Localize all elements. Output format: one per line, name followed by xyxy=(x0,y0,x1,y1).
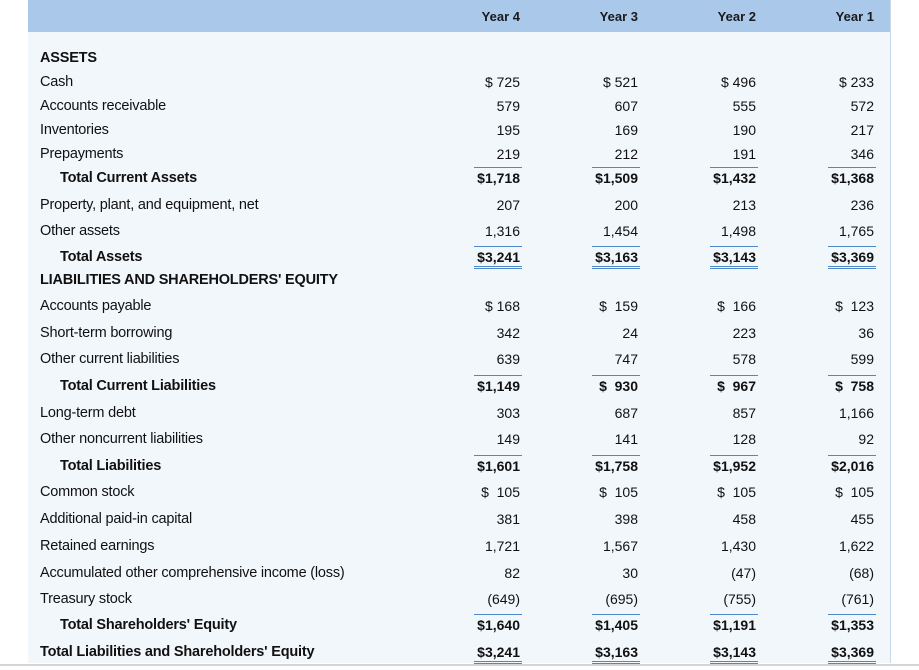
cell-value: 1,316 xyxy=(484,223,520,239)
table-row xyxy=(28,166,890,190)
cell-value: 458 xyxy=(732,511,756,527)
subtotal-rule xyxy=(828,455,876,456)
table-header xyxy=(28,0,890,32)
cell-value: 82 xyxy=(504,565,520,581)
cell-value: 857 xyxy=(732,405,756,421)
table-row xyxy=(28,46,890,70)
cell-value: 303 xyxy=(496,405,520,421)
row-label: Property, plant, and equipment, net xyxy=(40,197,259,213)
cell-value: 141 xyxy=(614,431,638,447)
cell-value: $ 105 xyxy=(481,484,520,500)
cell-value: $1,718 xyxy=(477,170,520,186)
row-label: Other assets xyxy=(40,223,120,239)
cell-value: $1,432 xyxy=(713,170,756,186)
cell-value: $ 930 xyxy=(599,378,638,394)
cell-value: 128 xyxy=(732,431,756,447)
cell-value: 24 xyxy=(622,325,638,341)
cell-value: $ 496 xyxy=(720,74,756,90)
cell-value: 1,454 xyxy=(602,223,638,239)
cell-value: 455 xyxy=(850,511,874,527)
cell-value: $1,405 xyxy=(595,617,638,633)
cell-value: $ 105 xyxy=(599,484,638,500)
cell-value: (649) xyxy=(487,591,520,607)
cell-value: 217 xyxy=(850,122,874,138)
row-label: Total Current Assets xyxy=(60,170,197,186)
subtotal-rule xyxy=(474,455,522,456)
cell-value: $3,143 xyxy=(713,249,756,265)
cell-value: 30 xyxy=(622,565,638,581)
table-row xyxy=(28,561,890,585)
table-row xyxy=(28,401,890,425)
cell-value: 607 xyxy=(614,98,638,114)
cell-value: $ 168 xyxy=(484,298,520,314)
cell-value: 342 xyxy=(496,325,520,341)
cell-value: 381 xyxy=(496,511,520,527)
table-row xyxy=(28,507,890,531)
row-label: Treasury stock xyxy=(40,591,132,607)
cell-value: $ 105 xyxy=(717,484,756,500)
total-double-rule xyxy=(474,266,522,269)
cell-value: 92 xyxy=(858,431,874,447)
cell-value: 572 xyxy=(850,98,874,114)
row-label: Additional paid-in capital xyxy=(40,511,192,527)
row-label: Short-term borrowing xyxy=(40,325,173,341)
row-label: Total Shareholders' Equity xyxy=(60,617,237,633)
cell-value: $1,952 xyxy=(713,458,756,474)
table-row xyxy=(28,534,890,558)
row-label: Cash xyxy=(40,74,74,90)
table-row xyxy=(28,118,890,142)
cell-value: $2,016 xyxy=(831,458,874,474)
row-label: Retained earnings xyxy=(40,538,155,554)
table-row xyxy=(28,480,890,504)
cell-value: $3,241 xyxy=(477,644,520,660)
subtotal-rule xyxy=(710,167,758,168)
subtotal-rule xyxy=(474,614,522,615)
cell-value: 236 xyxy=(850,197,874,213)
cell-value: 212 xyxy=(614,146,638,162)
subtotal-rule xyxy=(592,455,640,456)
cell-value: 36 xyxy=(858,325,874,341)
row-label: Common stock xyxy=(40,484,135,500)
row-label: Accumulated other comprehensive income (loss) xyxy=(40,565,345,581)
row-label: Total Liabilities xyxy=(60,458,162,474)
total-double-rule xyxy=(710,266,758,269)
subtotal-rule xyxy=(710,375,758,376)
subtotal-rule xyxy=(828,167,876,168)
table-row xyxy=(28,321,890,345)
cell-value: 169 xyxy=(614,122,638,138)
subtotal-rule xyxy=(474,167,522,168)
cell-value: 398 xyxy=(614,511,638,527)
cell-value: 578 xyxy=(732,351,756,367)
cell-value: $ 758 xyxy=(835,378,874,394)
cell-value: 223 xyxy=(732,325,756,341)
cell-value: $1,509 xyxy=(595,170,638,186)
cell-value: (695) xyxy=(605,591,638,607)
subtotal-rule xyxy=(592,167,640,168)
cell-value: 747 xyxy=(614,351,638,367)
subtotal-rule xyxy=(710,246,758,247)
row-label: Other noncurrent liabilities xyxy=(40,431,203,447)
subtotal-rule xyxy=(710,614,758,615)
table-row xyxy=(28,193,890,217)
table-row xyxy=(28,70,890,94)
cell-value: 219 xyxy=(496,146,520,162)
cell-value: $3,369 xyxy=(831,249,874,265)
row-label: Long-term debt xyxy=(40,405,136,421)
table-row xyxy=(28,94,890,118)
total-double-rule xyxy=(828,266,876,269)
subtotal-rule xyxy=(474,246,522,247)
cell-value: 1,622 xyxy=(838,538,874,554)
row-label: Inventories xyxy=(40,122,109,138)
header-year-3: Year 3 xyxy=(599,9,638,24)
header-year-4: Year 4 xyxy=(481,9,520,24)
header-year-2: Year 2 xyxy=(717,9,756,24)
cell-value: 191 xyxy=(732,146,756,162)
cell-value: 639 xyxy=(496,351,520,367)
cell-value: 1,498 xyxy=(720,223,756,239)
cell-value: 195 xyxy=(496,122,520,138)
cell-value: (755) xyxy=(723,591,756,607)
cell-value: $ 159 xyxy=(599,298,638,314)
subtotal-rule xyxy=(710,455,758,456)
table-row xyxy=(28,294,890,318)
subtotal-rule xyxy=(828,246,876,247)
row-label: LIABILITIES AND SHAREHOLDERS' EQUITY xyxy=(40,272,338,288)
cell-value: 346 xyxy=(850,146,874,162)
row-label: ASSETS xyxy=(40,50,97,66)
table-row xyxy=(28,427,890,451)
cell-value: $ 166 xyxy=(717,298,756,314)
subtotal-rule xyxy=(592,246,640,247)
subtotal-rule xyxy=(592,375,640,376)
cell-value: $1,149 xyxy=(477,378,520,394)
subtotal-rule xyxy=(828,614,876,615)
cell-value: $1,601 xyxy=(477,458,520,474)
cell-value: 579 xyxy=(496,98,520,114)
cell-value: $3,163 xyxy=(595,644,638,660)
cell-value: $1,368 xyxy=(831,170,874,186)
cell-value: $ 105 xyxy=(835,484,874,500)
table-row xyxy=(28,640,890,664)
row-label: Prepayments xyxy=(40,146,124,162)
subtotal-rule xyxy=(474,375,522,376)
row-label: Total Assets xyxy=(60,249,143,265)
cell-value: $ 725 xyxy=(484,74,520,90)
cell-value: $1,758 xyxy=(595,458,638,474)
total-double-rule xyxy=(592,266,640,269)
table-row xyxy=(28,245,890,269)
row-label: Total Current Liabilities xyxy=(60,378,216,394)
cell-value: 1,721 xyxy=(484,538,520,554)
cell-value: 190 xyxy=(732,122,756,138)
cell-value: 555 xyxy=(732,98,756,114)
subtotal-rule xyxy=(592,614,640,615)
row-label: Total Liabilities and Shareholders' Equity xyxy=(40,644,315,660)
cell-value: $3,143 xyxy=(713,644,756,660)
cell-value: (761) xyxy=(841,591,874,607)
cell-value: $ 123 xyxy=(835,298,874,314)
cell-value: 599 xyxy=(850,351,874,367)
row-label: Accounts receivable xyxy=(40,98,166,114)
cell-value: 149 xyxy=(496,431,520,447)
cell-value: 1,765 xyxy=(838,223,874,239)
cell-value: $3,241 xyxy=(477,249,520,265)
cell-value: 687 xyxy=(614,405,638,421)
cell-value: 1,430 xyxy=(720,538,756,554)
balance-sheet-table xyxy=(28,0,891,663)
table-row xyxy=(28,347,890,371)
subtotal-rule xyxy=(828,375,876,376)
cell-value: $ 233 xyxy=(838,74,874,90)
cell-value: 207 xyxy=(496,197,520,213)
cell-value: $3,163 xyxy=(595,249,638,265)
bottom-divider xyxy=(0,664,919,666)
cell-value: (47) xyxy=(731,565,756,581)
table-row xyxy=(28,454,890,478)
row-label: Accounts payable xyxy=(40,298,152,314)
cell-value: 213 xyxy=(732,197,756,213)
cell-value: (68) xyxy=(849,565,874,581)
table-row xyxy=(28,268,890,292)
table-row xyxy=(28,613,890,637)
cell-value: $ 521 xyxy=(602,74,638,90)
row-label: Other current liabilities xyxy=(40,351,180,367)
header-year-1: Year 1 xyxy=(835,9,874,24)
table-row xyxy=(28,219,890,243)
table-row xyxy=(28,142,890,166)
cell-value: 1,567 xyxy=(602,538,638,554)
cell-value: 200 xyxy=(614,197,638,213)
cell-value: 1,166 xyxy=(838,405,874,421)
table-row xyxy=(28,374,890,398)
cell-value: $3,369 xyxy=(831,644,874,660)
cell-value: $1,640 xyxy=(477,617,520,633)
cell-value: $1,191 xyxy=(713,617,756,633)
cell-value: $1,353 xyxy=(831,617,874,633)
table-row xyxy=(28,587,890,611)
cell-value: $ 967 xyxy=(717,378,756,394)
